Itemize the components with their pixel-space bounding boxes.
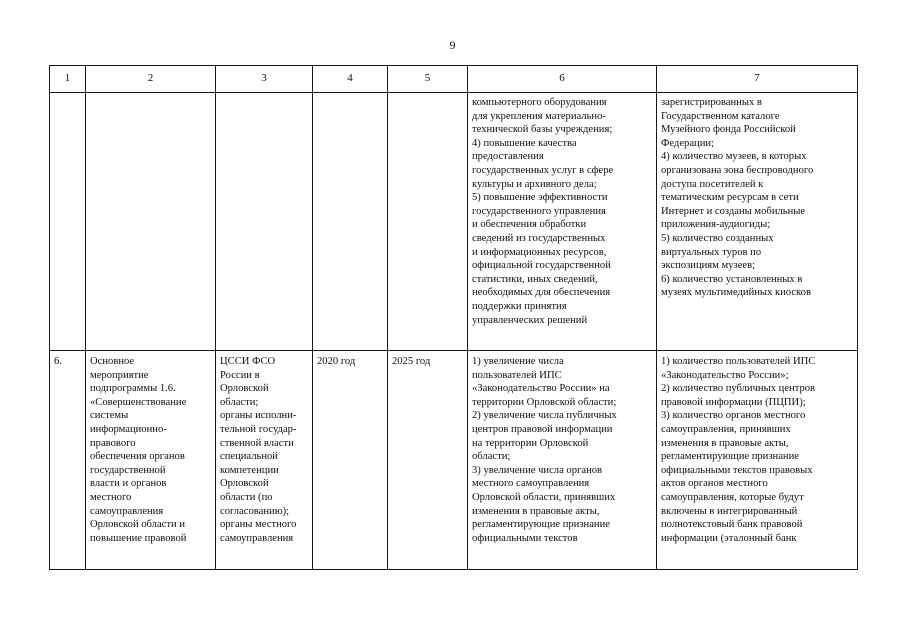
start-year-cell [313,351,388,570]
cell-text-line: самоуправления, принявших [661,423,791,435]
cell-text-line: доступа посетителей к [661,178,764,190]
cell-text-line: актов органов местного [661,478,768,490]
cell-text-line: правового [90,437,136,449]
cell-text-line: 1) увеличение числа [472,356,564,367]
row-number-cell [50,351,86,570]
table-row [50,93,858,351]
cell-text-line: сведений из государственных [472,232,606,244]
cell-text-line: статистики, иных сведений, [472,273,598,285]
cell-text-line: 5) повышение эффективности [472,192,608,204]
executor-cell [216,351,313,570]
cell-text-line: Государственном каталоге [661,110,780,122]
cell-text-line: области; [472,451,511,463]
expected-result-cell [468,93,657,351]
cell-text-line: официальными текстов [472,532,578,544]
cell-text-line: ственной власти [220,437,294,449]
expected-result-cell [468,351,657,570]
cell-text-line: Орловской области, принявших [472,491,616,503]
cell-text-line: приложения-аудиогиды; [661,219,771,231]
column-header: 3 [216,66,313,93]
cell-text-line: зарегистрированных в [661,97,762,108]
indicator-cell [657,351,858,570]
cell-text-line: официальными текстов правовых [661,464,813,476]
column-header: 1 [50,66,86,93]
cell-text-line: России в [220,369,260,381]
cell-text-line: организована зона беспроводного [661,164,814,176]
cell-text-line: территории Орловской области; [472,396,617,408]
cell-text-line: поддержки принятия [472,300,567,312]
cell-text-line: 2020 год [317,356,356,367]
cell-text-line: Основное [90,356,135,367]
cell-text-line: музеях мультимедийных киосков [661,287,811,299]
cell-text-line: компетенции [220,464,279,476]
program-table [49,65,858,570]
cell-text-line: области; [220,396,259,408]
cell-text-line: государственных услуг в сфере [472,164,614,176]
cell-text-line: культуры и архивного дела; [472,178,597,190]
cell-text-line: 4) повышение качества [472,137,577,149]
column-header: 4 [313,66,388,93]
cell-text-line: 1) количество пользователей ИПС [661,356,816,367]
column-header: 5 [388,66,468,93]
cell-text-line: и информационных ресурсов, [472,246,607,258]
cell-text-line: управленческих решений [472,314,588,326]
cell-text-line: подпрограммы 1.6. [90,383,176,395]
cell-text-line: полнотекстовый банк правовой [661,519,803,531]
column-header: 2 [86,66,216,93]
cell-text-line: 6) количество установленных в [661,273,803,285]
cell-text-line: пользователей ИПС [472,369,562,381]
cell-text-line: самоуправления, которые будут [661,491,804,503]
column-header: 7 [657,66,858,93]
cell-text-line: 3) увеличение числа органов [472,464,603,476]
cell-text-line: Орловской [220,383,269,395]
start-year-cell [313,93,388,351]
cell-text-line: 5) количество созданных [661,232,774,244]
cell-text-line: Орловской области и [90,519,185,531]
cell-text-line: 3) количество органов местного [661,410,806,422]
cell-text-line: экспозициям музеев; [661,260,756,272]
executor-cell [216,93,313,351]
cell-text-line: Федерации; [661,137,714,149]
cell-text-line: «Совершенствование [90,396,187,408]
cell-text-line: системы [90,410,129,422]
cell-text-line: органы местного [220,519,297,531]
activity-name-cell [86,351,216,570]
cell-text-line: необходимых для обеспечения [472,287,611,299]
cell-text-line: информации (эталонный банк [661,532,797,544]
cell-text-line: правовой информации (ПЦПИ); [661,396,806,408]
cell-text-line: государственного управления [472,205,606,217]
cell-text-line: тельной государ- [220,423,297,435]
cell-text-line: 2) увеличение числа публичных [472,410,617,422]
cell-text-line: «Законодательство России» на [472,383,610,395]
cell-text-line: местного [90,491,132,503]
activity-name-cell [86,93,216,351]
cell-text-line: государственной [90,464,166,476]
cell-text-line: изменения в правовые акты, [661,437,789,449]
cell-text-line: регламентирующие признание [661,451,799,463]
cell-text-line: согласованию); [220,505,290,517]
cell-text-line: специальной [220,451,278,463]
cell-text-line: включены в интегрированный [661,505,798,517]
cell-text-line: Музейного фонда Российской [661,124,796,136]
cell-text-line: местного самоуправления [472,478,590,490]
cell-text-line: на территории Орловской [472,437,589,449]
cell-text-line: виртуальных туров по [661,246,762,258]
cell-text-line: центров правовой информации [472,423,613,435]
cell-text-line: 2) количество публичных центров [661,383,816,395]
cell-text-line: самоуправления [220,532,294,544]
cell-text-line: 4) количество музеев, в которых [661,151,807,163]
cell-text-line: тематическим ресурсам в сети [661,192,799,204]
end-year-cell [388,93,468,351]
cell-text-line: власти и органов [90,478,167,490]
cell-text-line: для укрепления материально- [472,110,606,122]
cell-text-line: самоуправления [90,505,164,517]
cell-text-line: официальной государственной [472,260,611,272]
cell-text-line: предоставления [472,151,544,163]
cell-text-line: изменения в правовые акты, [472,505,600,517]
cell-text-line: мероприятие [90,369,149,381]
cell-text-line: и обеспечения обработки [472,219,587,231]
cell-text-line: 2025 год [392,356,431,367]
cell-text-line: компьютерного оборудования [472,97,607,108]
table-row [50,351,858,570]
cell-text-line: технической базы учреждения; [472,124,613,136]
cell-text-line: органы исполни- [220,410,297,422]
cell-text-line: 6. [54,356,62,367]
cell-text-line: Интернет и созданы мобильные [661,205,806,217]
page-number: 9 [449,38,456,52]
cell-text-line: информационно- [90,423,167,435]
end-year-cell [388,351,468,570]
cell-text-line: «Законодательство России»; [661,369,789,381]
row-number-cell [50,93,86,351]
cell-text-line: регламентирующие признание [472,519,610,531]
cell-text-line: повышение правовой [90,532,187,544]
table-header-row [50,66,858,93]
cell-text-line: Орловской [220,478,269,490]
indicator-cell [657,93,858,351]
cell-text-line: ЦССИ ФСО [220,356,276,367]
cell-text-line: области (по [220,491,273,503]
cell-text-line: обеспечения органов [90,451,185,463]
column-header: 6 [468,66,657,93]
